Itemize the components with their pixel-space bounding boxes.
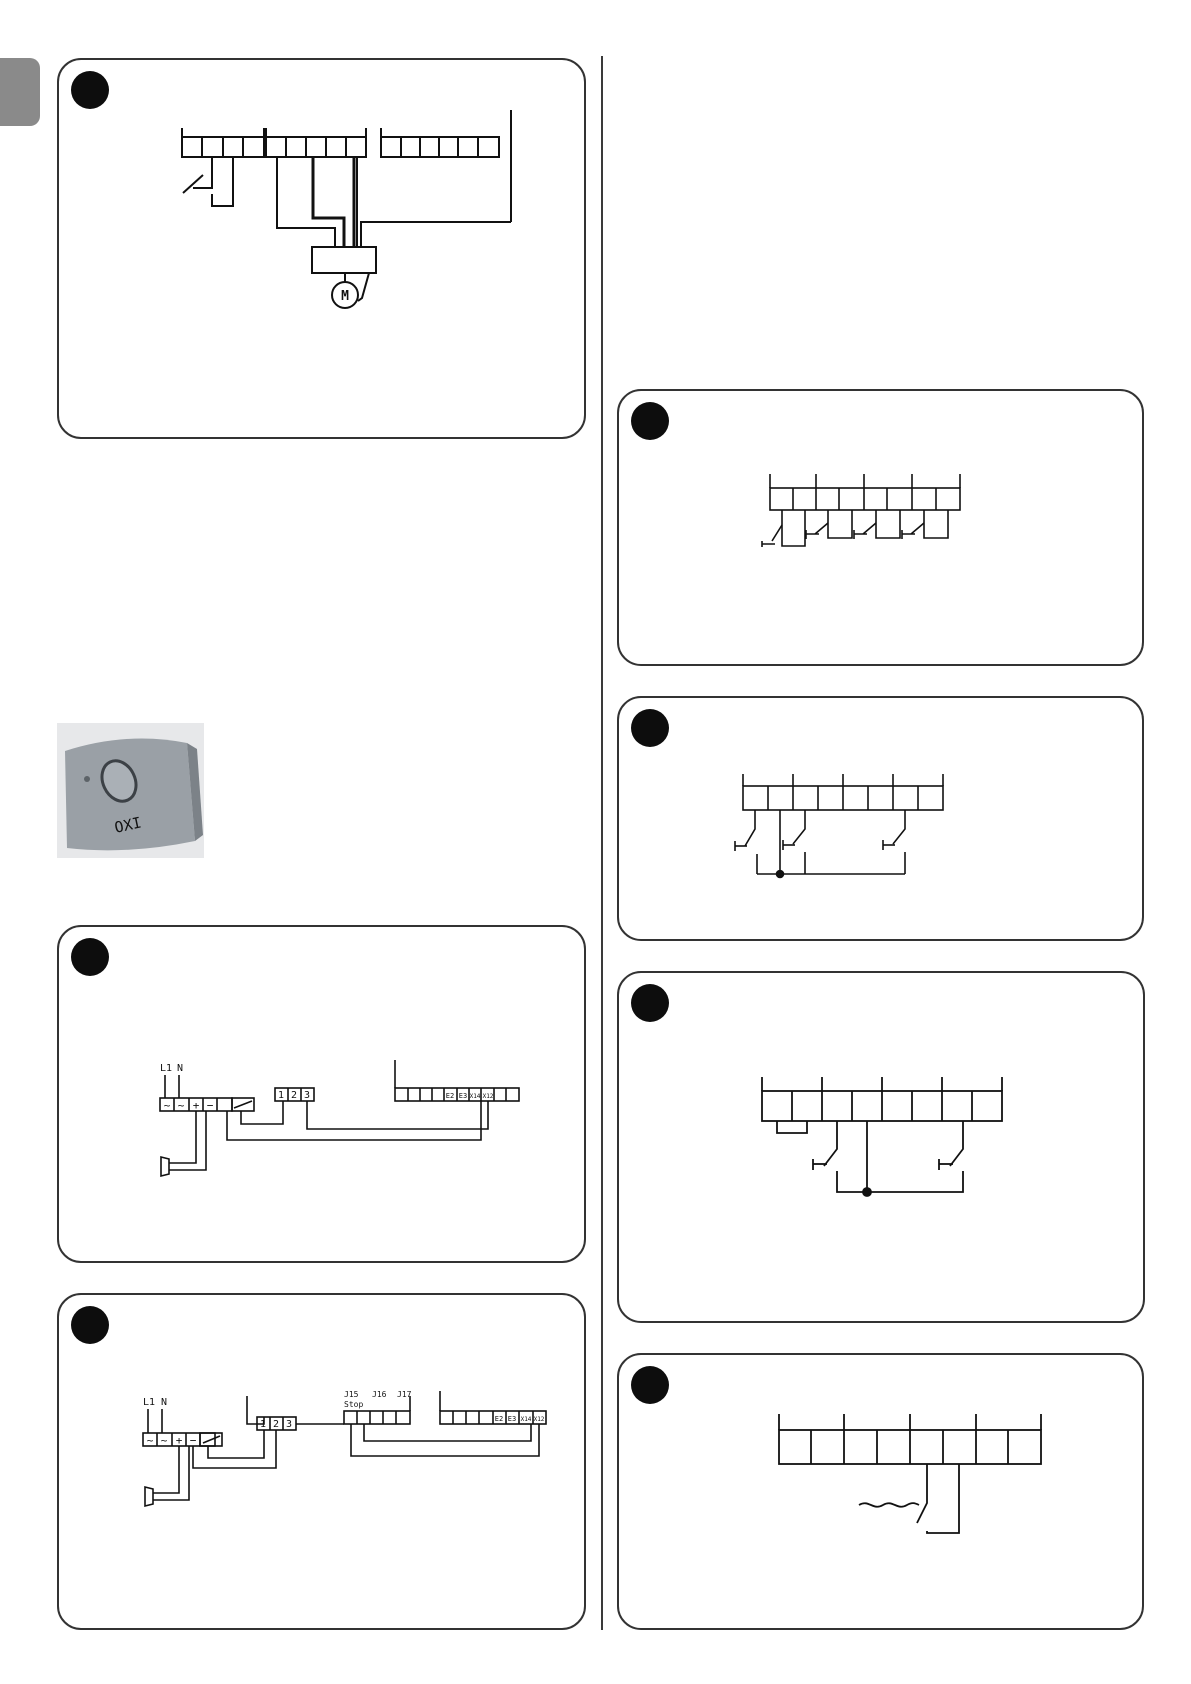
- live-label: L1: [160, 1063, 173, 1074]
- svg-text:−: −: [206, 1099, 214, 1112]
- key-switch-diagram: [617, 1353, 1144, 1630]
- receiver-wiring-diagram: [57, 925, 586, 1263]
- svg-text:~: ~: [177, 1099, 185, 1112]
- svg-text:3: 3: [303, 1090, 311, 1101]
- siren-icon: [145, 1446, 189, 1506]
- svg-text:3: 3: [285, 1419, 293, 1430]
- svg-text:X12: X12: [482, 1093, 494, 1100]
- language-tab: [0, 58, 40, 126]
- svg-text:X14: X14: [469, 1093, 481, 1100]
- svg-text:+: +: [175, 1434, 183, 1447]
- junction-dot: [777, 871, 784, 878]
- push-button-icon: [902, 510, 948, 539]
- stop-wiring-diagram: [57, 1293, 586, 1630]
- svg-text:X12: X12: [533, 1416, 545, 1423]
- push-button-icon: [762, 510, 805, 547]
- push-button-icon: [813, 1121, 963, 1192]
- svg-text:J17: J17: [397, 1390, 412, 1399]
- common-buttons-diagram: [617, 696, 1144, 941]
- svg-text:J16: J16: [372, 1390, 387, 1399]
- push-button-icon: [806, 510, 852, 539]
- svg-text:E2: E2: [445, 1092, 455, 1100]
- input-terminal-block: [440, 1391, 546, 1424]
- key-switch-icon: [859, 1464, 959, 1533]
- push-button-icon: [939, 1121, 963, 1170]
- push-button-icon: [780, 810, 805, 874]
- terminal-block: [743, 774, 943, 810]
- push-button-icon: [854, 510, 900, 539]
- push-buttons-diagram: [617, 389, 1144, 666]
- svg-text:2: 2: [290, 1090, 298, 1101]
- junction-dot: [863, 1188, 871, 1196]
- motor-gearbox: [312, 247, 376, 273]
- motor-icon: [332, 273, 369, 308]
- bridge-buttons-diagram: [617, 971, 1145, 1323]
- svg-text:E3: E3: [458, 1092, 468, 1100]
- motor-label: M: [341, 289, 349, 304]
- power-terminal-block: [160, 1098, 254, 1112]
- svg-text:~: ~: [160, 1434, 168, 1447]
- power-terminal-block: [143, 1433, 222, 1447]
- svg-text:−: −: [189, 1434, 197, 1447]
- limit-switch-icon: [183, 157, 233, 206]
- terminal-block: [770, 474, 960, 510]
- live-label: L1: [143, 1397, 156, 1408]
- terminal-block-a: [182, 128, 264, 157]
- push-button-icon: [883, 810, 905, 874]
- svg-text:Stop: Stop: [344, 1400, 364, 1409]
- svg-text:~: ~: [146, 1434, 154, 1447]
- receiver-terminal-block: [275, 1088, 314, 1101]
- svg-text:1: 1: [277, 1090, 285, 1101]
- neutral-label: N: [177, 1063, 184, 1074]
- terminal-block: [779, 1414, 1041, 1464]
- receiver-terminal-block: [257, 1417, 296, 1430]
- receiver-label: OXI: [112, 813, 144, 837]
- svg-text:2: 2: [272, 1419, 280, 1430]
- motor-wires: [277, 157, 511, 247]
- terminal-block-b: [266, 128, 366, 157]
- receiver-photo: [57, 723, 204, 858]
- column-divider: [601, 56, 603, 1630]
- motor-wiring-diagram: [57, 58, 586, 439]
- siren-icon: [161, 1111, 206, 1176]
- svg-text:+: +: [192, 1099, 200, 1112]
- terminal-block: [762, 1077, 1002, 1121]
- svg-text:X14: X14: [520, 1416, 532, 1423]
- neutral-label: N: [161, 1397, 168, 1408]
- bridge-wire: [777, 1121, 807, 1133]
- terminal-block-c: [381, 110, 511, 222]
- svg-text:~: ~: [163, 1099, 171, 1112]
- svg-text:E2: E2: [494, 1415, 504, 1423]
- svg-text:E3: E3: [507, 1415, 517, 1423]
- push-button-icon: [735, 810, 757, 874]
- svg-text:J15: J15: [344, 1390, 359, 1399]
- svg-text:1: 1: [259, 1419, 267, 1430]
- input-terminal-block: [395, 1060, 519, 1101]
